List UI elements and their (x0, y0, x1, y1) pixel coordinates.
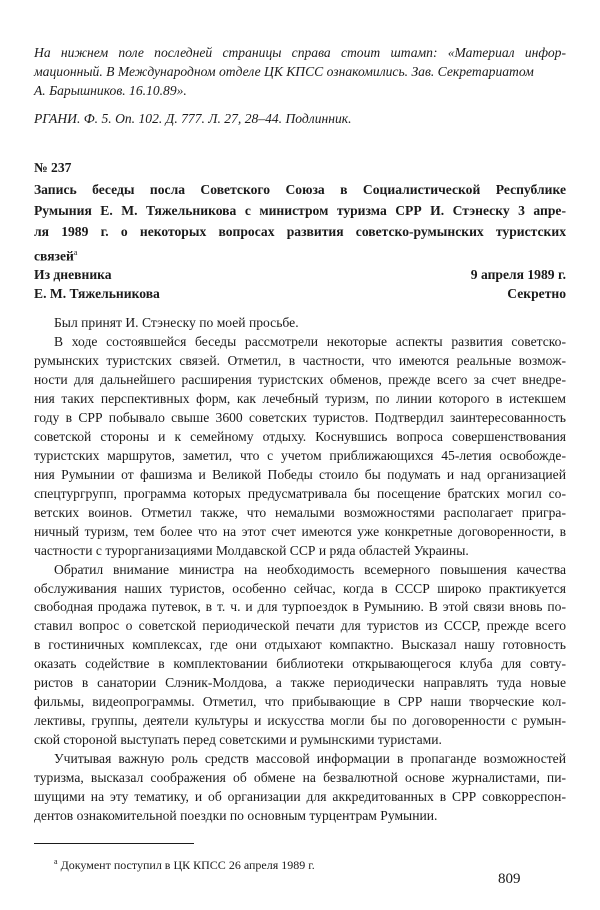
body-line: году в СРР побывало свыше 3600 советских туристов. Подтвердил заинтересованность (34, 409, 566, 425)
stamp-note-line: На нижнем поле последней страницы справа стоит штамп: «Материал инфор- (34, 45, 566, 60)
body-line: Был принят И. Стэнеску по моей просьбе. (54, 315, 299, 330)
body-line: ветских воинов. Отметил также, что немалыми возможностями располагает пригра- (34, 504, 566, 520)
body-line: ской стороной выступать перед советскими и румынскими туристами. (34, 732, 442, 748)
body-line: Обратил внимание министра на необходимость всемерного повышения качества (54, 561, 566, 577)
footnote-divider (34, 843, 194, 844)
body-line: советской стороны и к семейному отдыху. Коснувшись вопроса совершенствования (34, 428, 566, 444)
footnote-mark: а (54, 857, 58, 866)
footnote-text: Документ поступил в ЦК КПСС 26 апреля 1989 г. (60, 858, 315, 872)
body-line: ности для дальнейшего расширения туристских обменов, прежде всего за счет внедре- (34, 371, 566, 387)
meta-row-source (34, 265, 566, 284)
body-line: шущими на эту тематику, и об организации для аккредитованных в СРР совкорреспон- (34, 789, 566, 804)
classification-label: Секретно (507, 286, 566, 301)
stamp-note-line: А. Барышников. 16.10.89». (34, 83, 187, 98)
document-title-line: Румыния Е. М. Тяжельникова с министром туризма СРР И. Стэнеску 3 апре- (34, 203, 566, 218)
page-number: 809 (498, 871, 521, 887)
author-name: Е. М. Тяжельникова (34, 286, 160, 301)
body-line: ристов в санатории Слэник-Молдова, а также периодически направлять туда новые (34, 675, 566, 691)
body-line: ния таких перспективных форм, как лечебный туризм, по линии которого в истекшем (34, 390, 566, 406)
document-number: № 237 (34, 160, 72, 175)
body-line: ставил вопрос о советской периодической печати для туристов из СССР, прежде всего (34, 618, 566, 634)
meta-row-author (34, 284, 566, 303)
footnote (34, 852, 566, 875)
body-line: лективы, группы, деятели культуры и искусства могли бы по договоренности с румын- (34, 713, 566, 729)
body-line: туристских маршрутов, заметил, что с учетом приближающихся 45-летия освобожде- (34, 447, 566, 463)
body-line: спецтургрупп, программа которых предусматривала бы посещение братских могил со- (34, 485, 566, 501)
body-line: свободная продажа путевок, в т. ч. и для турпоездок в Румынию. В этой связи вновь по- (34, 599, 566, 615)
body-line: фильмы, видеопрограммы. Отметил, что прибывающие в СРР наши творческие кол- (34, 694, 566, 710)
body-line: дентов ознакомительной поездки по основным турцентрам Румынии. (34, 808, 438, 823)
document-date: 9 апреля 1989 г. (470, 267, 566, 282)
body-line: ния Румынии от фашизма и Великой Победы стоило бы подумать и над организацией (34, 466, 566, 482)
diary-label: Из дневника (34, 267, 112, 282)
document-title-line: Запись беседы посла Советского Союза в Социалистической Республике (34, 182, 566, 197)
body-line: Учитывая важную роль средств массовой информации в пропаганде возможностей (54, 751, 566, 767)
body-line: В ходе состоявшейся беседы рассмотрели некоторые аспекты развития советско- (54, 334, 566, 349)
document-title-last-word: связей (34, 248, 74, 264)
document-title-line: ля 1989 г. о некоторых вопросах развития советско-румынских туристских (34, 224, 566, 239)
archive-source-reference: РГАНИ. Ф. 5. Оп. 102. Д. 777. Л. 27, 28–44. Подлинник. (34, 111, 352, 126)
body-line: румынских туристских связей. Отметил, в частности, что имеются реальные возмож- (34, 352, 566, 368)
body-line: туризма, высказал соображения об обмене на безвалютной основе журналистами, пи- (34, 770, 566, 786)
body-line: частности с турорганизациями Молдавской ССР и ряда областей Украины. (34, 542, 469, 558)
body-line: оказать содействие в комплектовании библиотеки открывающегося клуба для совту- (34, 656, 566, 672)
footnote-reference-mark: а (73, 248, 78, 257)
document-title-line (34, 243, 566, 266)
stamp-note-line: мационный. В Международном отделе ЦК КПСС ознакомились. Зав. Секретариатом (34, 64, 534, 79)
body-line: в гостиничных комплексах, где они отдыхают компактно. Высказал нашу готовность (34, 637, 566, 653)
body-line: ничный туризм, тем более что на этот счет имеются уже конкретные договоренности, в (34, 523, 566, 539)
body-line: обслуживания наших туристов, особенно сейчас, когда в СССР широко практикуется (34, 580, 566, 596)
